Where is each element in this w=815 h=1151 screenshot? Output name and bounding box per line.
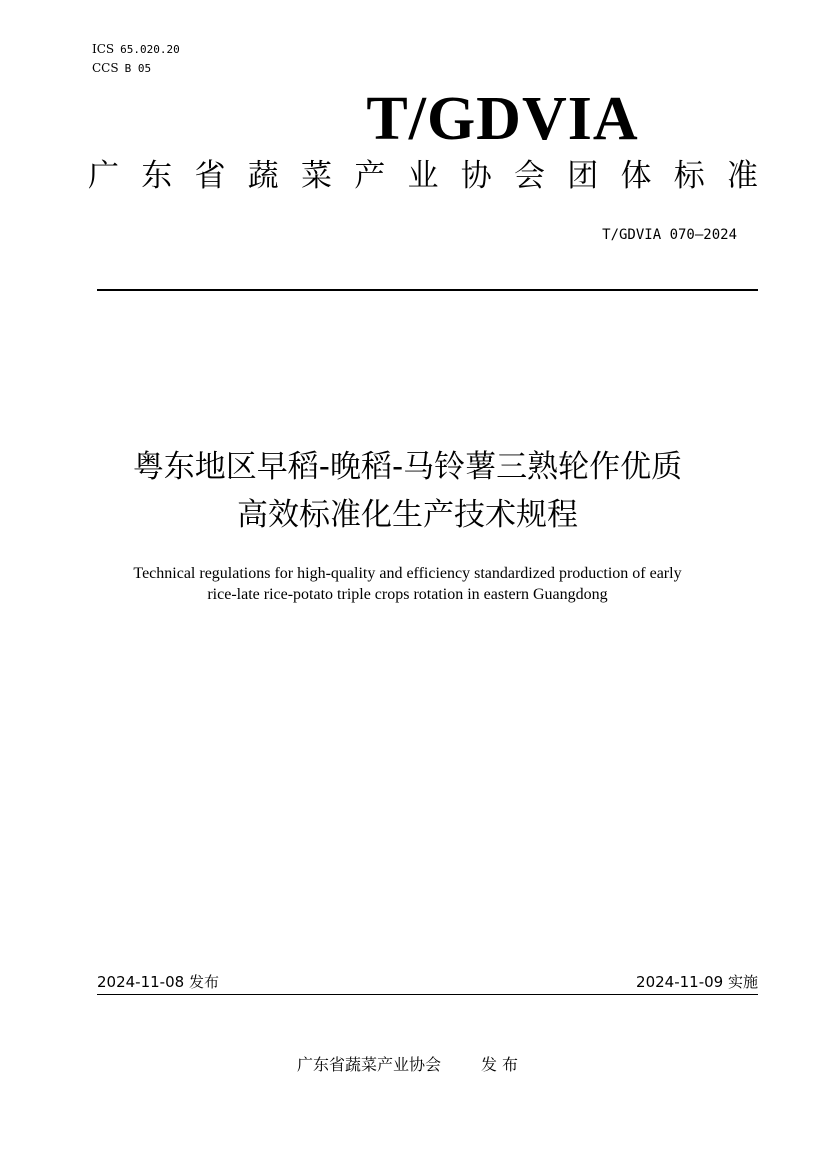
ccs-line bbox=[92, 61, 151, 76]
org-title-char: 产 bbox=[354, 158, 386, 194]
publisher-line bbox=[0, 1054, 815, 1076]
document-title-en bbox=[60, 563, 755, 605]
publisher-name: 广东省蔬菜产业协会 bbox=[296, 1055, 441, 1074]
org-title-char: 省 bbox=[194, 158, 226, 194]
org-title-char: 体 bbox=[620, 158, 652, 194]
org-title-char: 准 bbox=[727, 158, 758, 194]
org-title-char: 蔬 bbox=[247, 158, 279, 194]
ics-code: 65.020.20 bbox=[120, 43, 180, 56]
org-title-char: 菜 bbox=[301, 158, 332, 194]
org-title-char: 会 bbox=[514, 158, 545, 194]
ics-label: ICS bbox=[92, 42, 115, 56]
org-title-char: 广 bbox=[88, 158, 119, 194]
title-cn-line-2: 高效标准化生产技术规程 bbox=[237, 497, 578, 533]
standard-number: T/GDVIA 070—2024 bbox=[602, 227, 737, 243]
title-en-line-1: Technical regulations for high-quality and efficiency standardized production of early bbox=[133, 565, 682, 582]
document-title-cn bbox=[40, 443, 775, 539]
implementation-date: 2024-11-09 实施 bbox=[636, 973, 758, 991]
org-title-char: 业 bbox=[407, 158, 439, 194]
title-en-line-2: rice-late rice-potato triple crops rotation in eastern Guangdong bbox=[207, 586, 608, 603]
brand-logo-text: T/GDVIA bbox=[366, 85, 639, 153]
publish-action: 发 布 bbox=[480, 1055, 519, 1074]
ics-line bbox=[92, 42, 180, 57]
org-title-char: 团 bbox=[567, 158, 599, 194]
ccs-code: B 05 bbox=[124, 62, 152, 75]
org-title-char: 标 bbox=[673, 158, 705, 194]
header-divider bbox=[97, 289, 758, 291]
issue-date: 2024-11-08 发布 bbox=[97, 973, 219, 991]
org-title-char: 协 bbox=[460, 158, 492, 194]
org-title-char: 东 bbox=[141, 158, 173, 194]
ccs-label: CCS bbox=[92, 61, 119, 75]
title-cn-line-1: 粤东地区早稻-晚稻-马铃薯三熟轮作优质 bbox=[132, 449, 683, 485]
organization-standard-title bbox=[88, 156, 758, 196]
footer-divider bbox=[97, 994, 758, 995]
